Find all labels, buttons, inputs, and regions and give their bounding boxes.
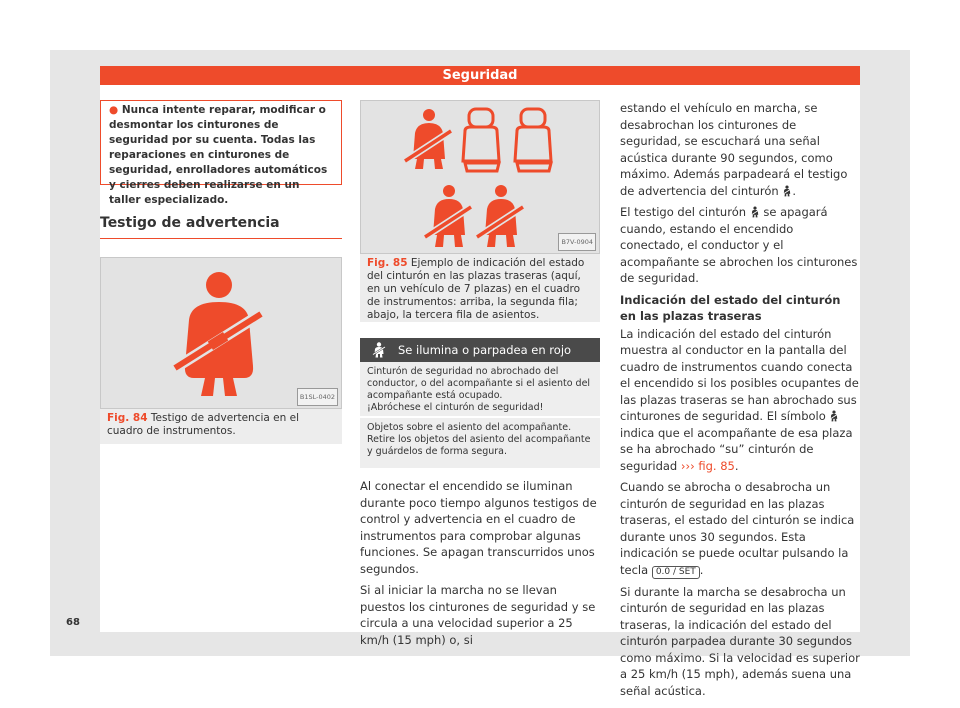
indicator-title: Se ilumina o parpadea en rojo xyxy=(398,343,572,357)
section-title: Testigo de advertencia xyxy=(100,215,342,239)
caption-text: Ejemplo de indicación del estado del cinturón en las plazas traseras (aquí, en un vehículo de 7 plazas) en el cuadro de instrumentos: arriba, la segunda fila; abajo, la tercera fila de asientos. xyxy=(367,257,585,321)
seat-buckled-icon xyxy=(405,109,451,169)
paragraph xyxy=(620,204,860,287)
indicator-text: Objetos sobre el asiento del acompañante. xyxy=(367,422,572,433)
indicator-text: Cinturón de seguridad no abrochado del conductor, o del acompañante si el asiento del acompañante está ocupado. xyxy=(367,366,591,401)
paragraph: Si al iniciar la marcha no se llevan puestos los cinturones de seguridad y se circula a una velocidad superior a 25 km/h (15 mph) o, si xyxy=(360,583,596,647)
figure-code: B7V-0904 xyxy=(558,233,596,251)
indicator-description xyxy=(360,362,600,416)
paragraph: Si durante la marcha se desabrocha un cinturón de seguridad en las plazas traseras, la indicación del estado del cinturón parpadea durante 30 segundos como máximo. Si la velocidad es superior a 25 km/h (15 mph), además suena una señal acústica. xyxy=(620,584,860,698)
paragraph xyxy=(620,479,860,579)
paragraph-text: estando el vehículo en marcha, se desabrochan los cinturones de seguridad, se escuchará una señal acústica durante 90 segundos, como máximo. Además parpadeará el testigo de advertencia del cinturón xyxy=(620,101,848,198)
page-header: Seguridad xyxy=(100,66,860,85)
paragraph xyxy=(620,326,860,475)
paragraph-text: La indicación del estado del cinturón muestra al conductor en la pantalla del cuadro de instrumentos cuando conecta el encendido si los posibles ocupantes de las plazas traseras se han abrochado sus cinturones de seguridad. El símbolo xyxy=(620,326,859,423)
paragraph xyxy=(620,100,860,199)
seatbelt-icon xyxy=(829,410,839,422)
seatbelt-warning-icon xyxy=(101,258,341,408)
subheading: Indicación del estado del cinturón en las plazas traseras xyxy=(620,292,841,323)
cross-reference-arrow: ››› xyxy=(680,458,695,473)
figure-85 xyxy=(360,100,600,254)
column-middle xyxy=(360,100,600,653)
figure-label: Fig. 85 xyxy=(367,257,408,269)
seatbelt-icon xyxy=(372,342,386,358)
warning-text: Nunca intente reparar, modificar o desmontar los cinturones de seguridad por su cuenta. Todas las reparaciones en cinturones de seguridad, enrolladores automáticos y cierres deben realizarse en un taller especializado. xyxy=(109,104,328,206)
warning-box xyxy=(100,100,342,206)
column-right xyxy=(620,100,860,704)
indicator-text: ¡Abróchese el cinturón de seguridad! xyxy=(367,402,544,413)
paragraph-text: . xyxy=(734,458,739,473)
page-number: 68 xyxy=(66,617,80,628)
figure-link[interactable]: fig. 85 xyxy=(698,458,735,473)
paragraph-text: El testigo del cinturón xyxy=(620,205,747,219)
paragraph: Al conectar el encendido se iluminan durante poco tiempo algunos testigos de control y advertencia en el cuadro de instrumentos para comprobar algunas funciones. Se apagan transcurridos unos segundos. xyxy=(360,479,597,576)
paragraph-text: Cuando se abrocha o desabrocha un cinturón de seguridad en las plazas traseras, el estado del cinturón se indica durante unos 30 segundos. Esta indicación se puede ocultar pulsando la tecla xyxy=(620,480,855,577)
paragraph-text: . xyxy=(699,562,704,577)
indicator-header xyxy=(360,338,600,362)
seatbelt-icon xyxy=(782,185,792,197)
seat-buckled-icon xyxy=(425,185,471,247)
rear-seats-belt-status-icon xyxy=(361,101,599,253)
paragraph-text: se apagará cuando, estando el encendido conectado, el conductor y el acompañante se abrochen los cinturones de seguridad. xyxy=(620,205,858,285)
figure-84 xyxy=(100,257,342,409)
figure-84-caption xyxy=(100,409,342,444)
figure-85-caption xyxy=(360,254,600,322)
figure-label: Fig. 84 xyxy=(107,412,148,424)
seat-buckled-icon xyxy=(477,185,523,247)
indicator-description xyxy=(360,418,600,468)
figure-code: B1SL-0402 xyxy=(297,388,338,406)
seatbelt-icon xyxy=(750,206,760,218)
caption-text: Testigo de advertencia en el cuadro de instrumentos. xyxy=(107,412,299,437)
paragraph-text: . xyxy=(792,183,797,198)
paragraph-text: indica que el acompañante de esa plaza se ha abrochado “su” cinturón de seguridad xyxy=(620,425,853,473)
indicator-text: Retire los objetos del asiento del acompañante y guárdelos de forma segura. xyxy=(367,434,591,457)
set-key-label: 0.0 / SET xyxy=(652,566,700,579)
warning-bullet: ● xyxy=(109,104,119,116)
column-left xyxy=(100,100,342,444)
